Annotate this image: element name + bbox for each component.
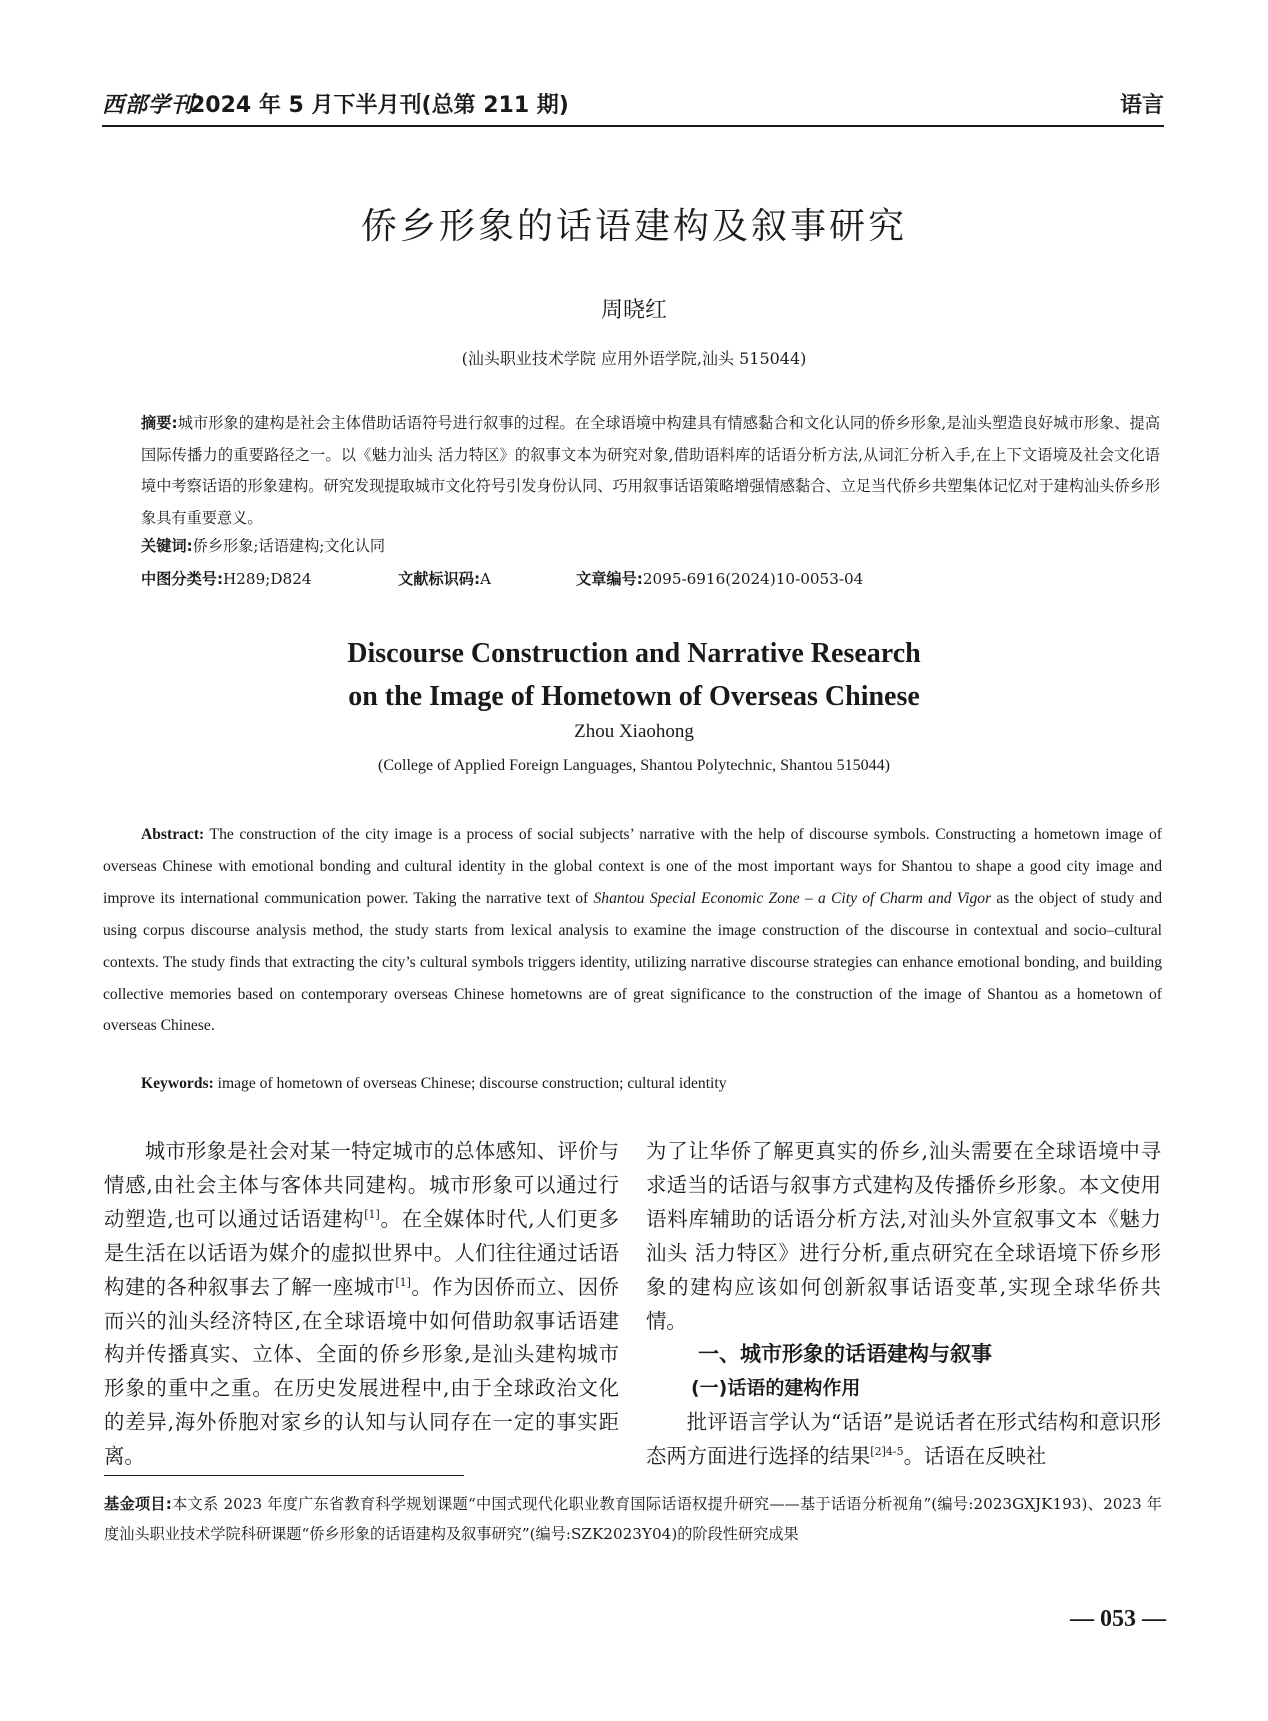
abstract-english-italic-title: Shantou Special Economic Zone – a City of Charm and Vigor [593, 889, 992, 907]
body-text: 。话语在反映社 [903, 1444, 1047, 1469]
subsection-heading: (一)话语的建构作用 [691, 1377, 861, 1400]
body-column-right [646, 1135, 1161, 1474]
author-chinese: 周晓红 [600, 298, 667, 323]
keywords-english-label: Keywords: [141, 1075, 214, 1092]
affiliation-chinese: (汕头职业技术学院 应用外语学院,汕头 515044) [461, 349, 807, 368]
body-paragraph [646, 1406, 1161, 1474]
abstract-english-text2: as the object of study and using corpus discourse analysis method, the study starts from lexical analysis to examine the image construction of the discourse in contextual and socio–cultural contexts. The study finds that extracting the city’s cultural symbols triggers identity, utilizing narrative discourse strategies can enhance emotional bonding, and building collective memories based on contemporary overseas Chinese hometowns are of great significance to the construction of the image of Shantou as a hometown of overseas Chinese. [103, 889, 1162, 1035]
keywords-chinese [141, 535, 385, 556]
author-english: Zhou Xiaohong [574, 721, 694, 742]
keywords-chinese-label: 关键词: [141, 537, 193, 555]
abstract-chinese [141, 408, 1160, 534]
abstract-english [103, 819, 1162, 1042]
section-heading: 一、城市形象的话语建构与叙事 [698, 1342, 992, 1367]
funding-label: 基金项目: [104, 1495, 172, 1513]
keywords-chinese-text: 侨乡形象;话语建构;文化认同 [192, 537, 386, 555]
abstract-english-label: Abstract: [141, 826, 205, 843]
keywords-english-text: image of hometown of overseas Chinese; discourse construction; cultural identity [217, 1075, 727, 1092]
body-paragraph [104, 1135, 619, 1474]
clc-value: H289;D824 [223, 570, 312, 588]
keywords-english [141, 1075, 727, 1093]
document-code [398, 568, 491, 589]
title-english-line2: on the Image of Hometown of Overseas Chinese [348, 681, 920, 712]
section-label: 语言 [1119, 93, 1164, 118]
body-column-left [104, 1135, 619, 1474]
document-code-label: 文献标识码: [398, 570, 481, 588]
abstract-chinese-label: 摘要: [141, 414, 178, 432]
journal-logo: 西部学刊 [102, 92, 195, 118]
page-number: — 053 — [1070, 1606, 1166, 1632]
issue-info: 2024 年 5 月下半月刊(总第 211 期) [190, 93, 569, 118]
clc-label: 中图分类号: [141, 570, 224, 588]
article-number-label: 文章编号: [576, 570, 643, 588]
body-text: 。作为因侨而立、因侨而兴的汕头经济特区,在全球语境中如何借助叙事话语建构并传播真实、立体、全面的侨乡形象,是汕头建构城市形象的重中之重。在历史发展进程中,由于全球政治文化的差异,海外侨胞对家乡的认知与认同存在一定的事实距离。 [104, 1274, 620, 1469]
body-text: 。在全媒体时代,人们更多是生活在以话语为媒介的虚拟世界中。人们往往通过话语构建的各种叙事去了解一座城市 [104, 1206, 619, 1299]
document-code-value: A [480, 570, 491, 588]
abstract-chinese-text: 城市形象的建构是社会主体借助话语符号进行叙事的过程。在全球语境中构建具有情感黏合和文化认同的侨乡形象,是汕头塑造良好城市形象、提高国际传播力的重要路径之一。以《魅力汕头 活力特区》的叙事文本为研究对象,借助语料库的话语分析方法,从词汇分析入手,在上下文语境及社会文化语境中考察话语的形象建构。研究发现提取城市文化符号引发身份认同、巧用叙事话语策略增强情感黏合、立足当代侨乡共塑集体记忆对于建构汕头侨乡形象具有重要意义。 [141, 414, 1161, 527]
abstract-english-text1: The construction of the city image is a process of social subjects’ narrative with the help of discourse symbols. Constructing a hometown image of overseas Chinese with emotional bonding and cultural identity in the global context is one of the most important ways for Shantou to shape a good city image and improve its international communication power. Taking the narrative text of [103, 826, 1162, 907]
article-number [576, 568, 863, 589]
footnote-rule [104, 1475, 464, 1476]
funding-footnote [104, 1490, 1162, 1549]
header-rule [102, 125, 1164, 127]
body-text: 批评语言学认为“话语”是说话者在形式结构和意识形态两方面进行选择的结果 [646, 1410, 1161, 1469]
title-english-line1: Discourse Construction and Narrative Research [347, 638, 921, 669]
clc-number [141, 568, 312, 589]
article-number-value: 2095-6916(2024)10-0053-04 [642, 570, 864, 588]
affiliation-english: (College of Applied Foreign Languages, Shantou Polytechnic, Shantou 515044) [378, 757, 890, 774]
funding-text: 本文系 2023 年度广东省教育科学规划课题“中国式现代化职业教育国际话语权提升研究——基于话语分析视角”(编号:2023GXJK193)、2023 年度汕头职业技术学院科研课题“侨乡形象的话语建构及叙事研究”(编号:SZK2023Y04)的阶段性研究成果 [104, 1495, 1162, 1543]
citation-ref: [2]4-5 [870, 1445, 904, 1459]
title-english [0, 632, 1268, 718]
title-chinese: 侨乡形象的话语建构及叙事研究 [360, 206, 907, 247]
citation-ref: [1] [395, 1275, 411, 1289]
body-paragraph: 为了让华侨了解更真实的侨乡,汕头需要在全球语境中寻求适当的话语与叙事方式建构及传播侨乡形象。本文使用语料库辅助的话语分析方法,对汕头外宣叙事文本《魅力汕头 活力特区》进行分析,重点研究在全球语境下侨乡形象的建构应该如何创新叙事话语变革,实现全球华侨共情。 [646, 1139, 1161, 1333]
body-text: 城市形象是社会对某一特定城市的总体感知、评价与情感,由社会主体与客体共同建构。城市形象可以通过行动塑造,也可以通过话语建构 [104, 1139, 619, 1231]
citation-ref: [1] [364, 1208, 380, 1222]
running-header [102, 88, 1164, 120]
